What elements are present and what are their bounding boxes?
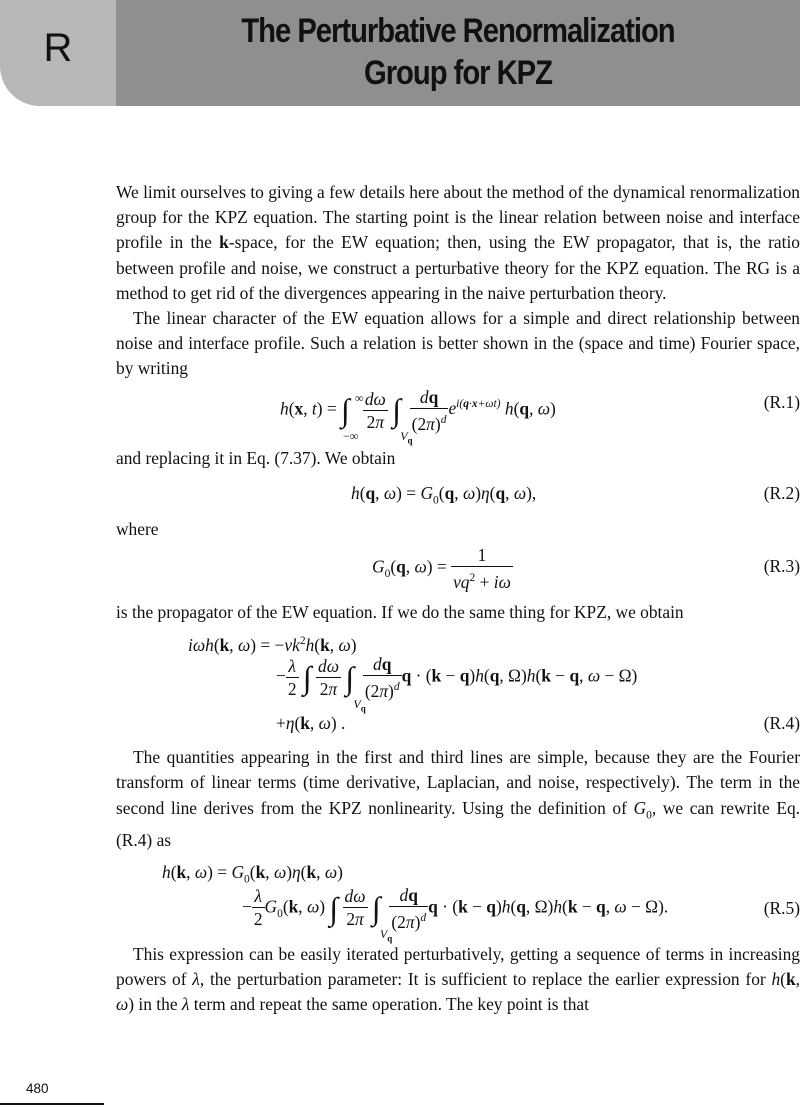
paragraph-2: The linear character of the EW equation allows for a simple and direct relationship between noise and interface profile. Such a relation is better shown in the (space and time) Fourier space, by writing (116, 308, 800, 379)
paragraph-3: and replacing it in Eq. (7.37). We obtain (116, 447, 396, 468)
eq-number-r2: (R.2) (763, 482, 800, 503)
page-body (116, 180, 800, 1017)
chapter-letter: R (43, 26, 73, 70)
equation-r3: $G_0(q$, ω) = $\frac{1}{\nu q^2 + i\omega}$ (R.3) (372, 545, 800, 592)
paragraph-7: This expression can be easily iterated perturbatively, getting a sequence of terms in increasing powers of λ, the perturbation parameter: It is sufficient to replace the earlier expression for h(k, ω) in the λ term and repeat the same operation. The key point is that (116, 943, 800, 1014)
chapter-title-line-2: Group for KPZ (363, 54, 552, 92)
eq-number-r4: (R.4) (763, 713, 800, 734)
equation-r4: iωh(k, $\omega) = -\nu k^2h(k$, ω) − $\frac{\lambda}{2}$ ∫ $\frac{d\omega}{2\pi}$ ∫ $V_q$ $\frac{dq}{(2\pi)^d}$ q · (k − q)h(q, Ω)h(k − q, ω − Ω) +η(k, ω) . (R.4) (116, 625, 800, 745)
paragraph-1: We limit ourselves to giving a few details here about the method of the dynamical renormalization group for the KPZ equation. The starting point is the linear relation between noise and interface profile in the k-space, for the EW equation; then, using the EW propagator, that is, the ratio between profile and noise, we construct a perturbative theory for the KPZ equation. The RG is a method to get rid of the divergences appearing in the naive perturbation theory. (116, 182, 800, 303)
page-number: 480 (26, 1081, 49, 1096)
equation-r1: h(x, t) = ∫ ∞ −∞ $\frac{d\omega}{2\pi}$ ∫ $V_q$ $\frac{dq}{(2\pi)^d}$ $e^{i(q\cdot x+\omega t)}$ h(q, ω) (R.1) (280, 386, 800, 446)
eq-number-r5: (R.5) (763, 897, 800, 918)
eq-number-r3: (R.3) (763, 556, 800, 577)
equation-r2: h(q, $\omega) = G_0(q$, ω)η(q, ω), (R.2) (351, 482, 800, 507)
paragraph-5: is the propagator of the EW equation. If we do the same thing for KPZ, we obtain (116, 602, 684, 623)
chapter-title-line-1: The Perturbative Renormalization (241, 12, 675, 50)
paragraph-6: The quantities appearing in the first and third lines are simple, because they are the Fourier transform of linear terms (time derivative, Laplacian, and noise, respectively). The term in the second line derives from the KPZ nonlinearity. Using the definition of $G_0$, we can rewrite Eq. (R.4) as (116, 747, 800, 851)
footer-rule (0, 1103, 104, 1105)
equation-r5: h(k, $\omega) = G_0(k$, ω)η(k, ω) − $\frac{\lambda}{2}$ $G_0(k$, ω) ∫ $\frac{d\omega}{2\pi}$ ∫ $V_q$ $\frac{dq}{(2\pi)^d}$ q · (k − q)h(q, Ω)h(k − q, ω − Ω). (R.5) (162, 861, 800, 944)
paragraph-4: where (116, 518, 159, 539)
chapter-title (164, 10, 752, 94)
eq-number-r1: (R.1) (763, 391, 800, 412)
